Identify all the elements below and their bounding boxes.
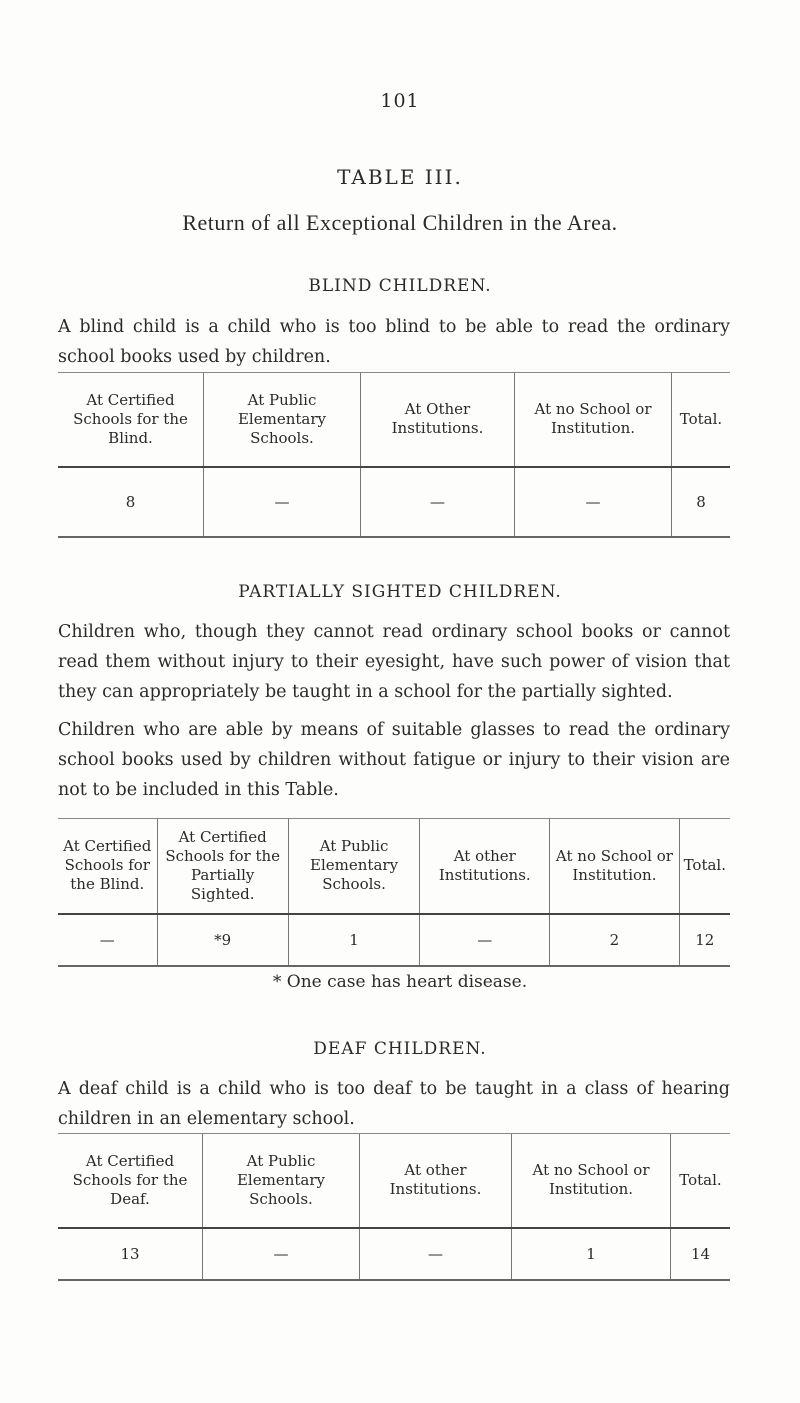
partially-sighted-cell: — xyxy=(58,914,157,966)
blind-col-header: At no School or Institution. xyxy=(515,373,672,467)
deaf-table xyxy=(58,1133,730,1281)
deaf-cell: 1 xyxy=(512,1228,671,1280)
deaf-cell: 13 xyxy=(58,1228,203,1280)
blind-col-header: At Other Institutions. xyxy=(361,373,515,467)
deaf-col-header: At Public Elementary Schools. xyxy=(203,1134,360,1228)
blind-col-header: At Public Elementary Schools. xyxy=(204,373,361,467)
blind-col-header: Total. xyxy=(672,373,731,467)
partially-sighted-cell: — xyxy=(420,914,550,966)
partially-sighted-col-header: At Certified Schools for the Partially Sighted. xyxy=(157,819,288,914)
partially-sighted-definition: Children who, though they cannot read ordinary school books or cannot read them without injury to their eyesight, have such power of vision that they can appropriately be taught in a school for the partially sighted. xyxy=(58,622,730,702)
partially-sighted-heading: PARTIALLY SIGHTED CHILDREN. xyxy=(238,582,562,602)
partially-sighted-col-header: At no School or Institution. xyxy=(550,819,679,914)
partially-sighted-cell: 1 xyxy=(288,914,419,966)
page-number: 101 xyxy=(380,90,420,112)
blind-heading: BLIND CHILDREN. xyxy=(308,276,492,296)
blind-cell: — xyxy=(204,467,361,537)
blind-cell: — xyxy=(515,467,672,537)
blind-col-header: At Certified Schools for the Blind. xyxy=(58,373,204,467)
partially-sighted-cell: 12 xyxy=(679,914,730,966)
partially-sighted-footnote: * One case has heart disease. xyxy=(272,972,528,992)
deaf-cell: — xyxy=(360,1228,512,1280)
deaf-col-header: At no School or Institution. xyxy=(512,1134,671,1228)
deaf-heading: DEAF CHILDREN. xyxy=(313,1039,487,1059)
blind-cell: — xyxy=(361,467,515,537)
deaf-col-header: Total. xyxy=(671,1134,731,1228)
deaf-cell: 14 xyxy=(671,1228,731,1280)
blind-definition: A blind child is a child who is too blind to be able to read the ordinary school books used by children. xyxy=(58,317,730,367)
partially-sighted-col-header: At other Institutions. xyxy=(420,819,550,914)
partially-sighted-table xyxy=(58,818,730,967)
page-subtitle: Return of all Exceptional Children in the Area. xyxy=(182,210,618,235)
blind-cell: 8 xyxy=(58,467,204,537)
partially-sighted-col-header: At Certified Schools for the Blind. xyxy=(58,819,157,914)
table-title: TABLE III. xyxy=(337,165,463,189)
blind-table xyxy=(58,372,730,538)
partially-sighted-cell: 2 xyxy=(550,914,679,966)
deaf-definition: A deaf child is a child who is too deaf to be taught in a class of hearing children in an elementary school. xyxy=(58,1079,730,1129)
partially-sighted-col-header: At Public Elementary Schools. xyxy=(288,819,419,914)
deaf-col-header: At Certified Schools for the Deaf. xyxy=(58,1134,203,1228)
partially-sighted-cell: *9 xyxy=(157,914,288,966)
deaf-col-header: At other Institutions. xyxy=(360,1134,512,1228)
partially-sighted-exclusion: Children who are able by means of suitable glasses to read the ordinary school books used by children without fatigue or injury to their vision are not to be included in this Table. xyxy=(58,720,730,800)
deaf-cell: — xyxy=(203,1228,360,1280)
blind-cell: 8 xyxy=(672,467,731,537)
partially-sighted-col-header: Total. xyxy=(679,819,730,914)
